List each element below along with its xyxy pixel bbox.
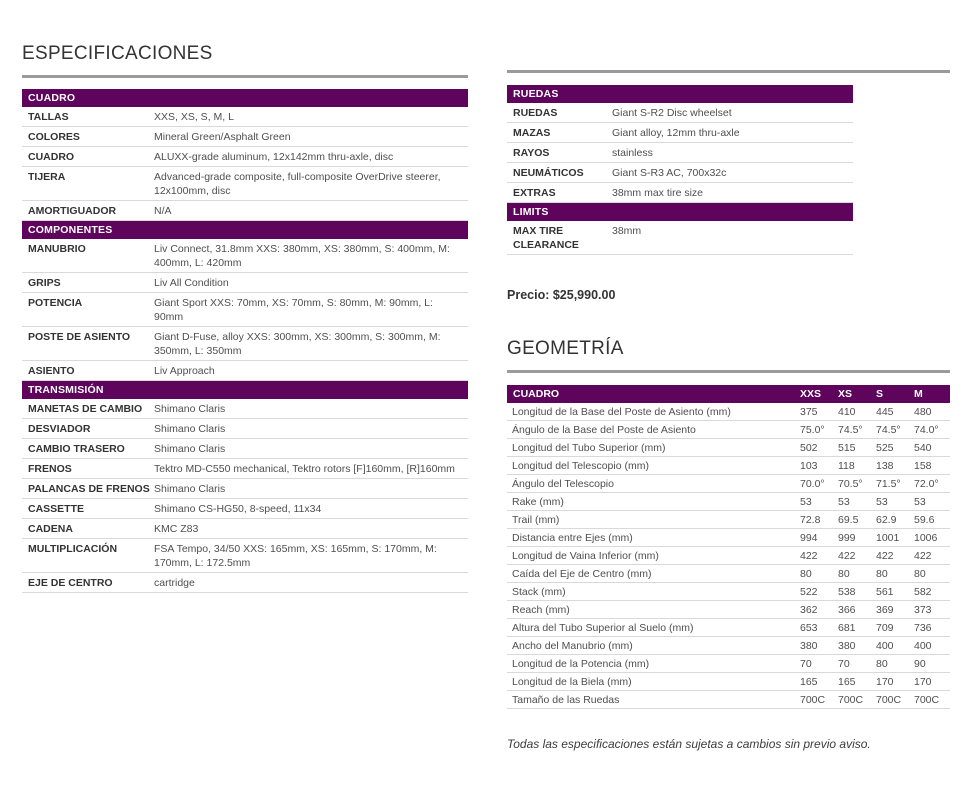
- spec-label: POTENCIA: [28, 297, 83, 309]
- geometry-table: [507, 385, 950, 709]
- geometry-value: 380: [800, 639, 818, 652]
- geometry-value: 170: [876, 675, 894, 688]
- spec-label: EXTRAS: [513, 187, 556, 199]
- specifications-title: ESPECIFICACIONES: [22, 43, 213, 64]
- spec-label: DESVIADOR: [28, 423, 91, 435]
- geometry-value: 90: [914, 657, 926, 670]
- geometry-value: 80: [838, 567, 850, 580]
- spec-value: Mineral Green/Asphalt Green: [154, 131, 291, 143]
- spec-label: RAYOS: [513, 147, 550, 159]
- price-text: Precio: $25,990.00: [507, 288, 616, 302]
- geometry-value: 700C: [876, 693, 902, 706]
- spec-row: [22, 127, 468, 147]
- geometry-value: 103: [800, 459, 818, 472]
- spec-value: Advanced-grade composite, full-composite OverDrive steerer, 12x100mm, disc: [154, 171, 441, 197]
- spec-row: [22, 419, 468, 439]
- geometry-value: 525: [876, 441, 894, 454]
- spec-value: Shimano Claris: [154, 423, 226, 435]
- geometry-value: 138: [876, 459, 894, 472]
- spec-value: ALUXX-grade aluminum, 12x142mm thru-axle, disc: [154, 151, 394, 163]
- geometry-row: [507, 421, 950, 439]
- spec-value: Shimano CS-HG50, 8-speed, 11x34: [154, 503, 322, 515]
- geometry-row: [507, 439, 950, 457]
- spec-value: stainless: [612, 147, 653, 159]
- geometry-row: [507, 619, 950, 637]
- geometry-value: 75.0°: [800, 423, 825, 436]
- geometry-row: [507, 637, 950, 655]
- spec-row: [22, 147, 468, 167]
- geometry-value: 561: [876, 585, 894, 598]
- footnote-text: Todas las especificaciones están sujetas a cambios sin previo aviso.: [507, 737, 871, 751]
- geometry-value: 515: [838, 441, 856, 454]
- geometry-value: 369: [876, 603, 894, 616]
- geometry-size-column-header: M: [914, 388, 923, 400]
- spec-label: NEUMÁTICOS: [513, 167, 584, 179]
- geometry-row-label: Ancho del Manubrio (mm): [512, 639, 633, 652]
- specifications-title-rule: [22, 75, 468, 78]
- spec-row: [507, 163, 853, 183]
- geometry-value: 422: [876, 549, 894, 562]
- spec-label: CASSETTE: [28, 503, 85, 515]
- geometry-row-label: Longitud de la Potencia (mm): [512, 657, 650, 670]
- geometry-value: 582: [914, 585, 932, 598]
- geometry-value: 118: [838, 459, 855, 472]
- spec-label: CAMBIO TRASERO: [28, 443, 125, 455]
- geometry-value: 400: [876, 639, 894, 652]
- spec-row: [507, 183, 853, 203]
- geometry-row: [507, 475, 950, 493]
- spec-label: ASIENTO: [28, 365, 75, 377]
- geometry-value: 1001: [876, 531, 900, 544]
- geometry-row-label: Reach (mm): [512, 603, 570, 616]
- geometry-value: 165: [838, 675, 856, 688]
- geometry-row: [507, 403, 950, 421]
- spec-row: [22, 459, 468, 479]
- geometry-value: 70: [838, 657, 850, 670]
- geometry-value: 80: [914, 567, 926, 580]
- spec-row: [22, 107, 468, 127]
- geometry-row-label: Longitud del Telescopio (mm): [512, 459, 649, 472]
- wheels-table: [507, 85, 853, 255]
- geometry-value: 80: [800, 567, 812, 580]
- spec-row: [22, 399, 468, 419]
- geometry-row: [507, 601, 950, 619]
- geometry-value: 700C: [914, 693, 940, 706]
- spec-value: KMC Z83: [154, 523, 199, 535]
- geometry-value: 422: [914, 549, 932, 562]
- spec-label: AMORTIGUADOR: [28, 205, 117, 217]
- spec-value: N/A: [154, 205, 172, 217]
- geometry-row-label: Ángulo del Telescopio: [512, 477, 614, 490]
- geometry-value: 709: [876, 621, 894, 634]
- geometry-value: 681: [838, 621, 856, 634]
- geometry-value: 700C: [838, 693, 864, 706]
- spec-value: Liv Approach: [154, 365, 215, 377]
- geometry-value: 736: [914, 621, 932, 634]
- geometry-row-label: Trail (mm): [512, 513, 560, 526]
- spec-value: Giant S-R2 Disc wheelset: [612, 107, 732, 119]
- geometry-value: 653: [800, 621, 818, 634]
- geometry-row: [507, 565, 950, 583]
- geometry-row-label: Tamaño de las Ruedas: [512, 693, 620, 706]
- spec-value: Giant Sport XXS: 70mm, XS: 70mm, S: 80mm, M: 90mm, L: 90mm: [154, 297, 433, 323]
- specifications-table: [22, 89, 468, 593]
- geometry-row-label: Altura del Tubo Superior al Suelo (mm): [512, 621, 694, 634]
- spec-row: [22, 239, 468, 273]
- geometry-value: 72.8: [800, 513, 821, 526]
- geometry-row-label: Ángulo de la Base del Poste de Asiento: [512, 423, 696, 436]
- spec-value: XXS, XS, S, M, L: [154, 111, 234, 123]
- geometry-size-column-header: XS: [838, 388, 853, 400]
- geometry-value: 362: [800, 603, 818, 616]
- spec-label: GRIPS: [28, 277, 61, 289]
- geometry-row: [507, 493, 950, 511]
- spec-value: FSA Tempo, 34/50 XXS: 165mm, XS: 165mm, S: 170mm, M: 170mm, L: 172.5mm: [154, 543, 437, 569]
- geometry-value: 70.0°: [800, 477, 825, 490]
- geometry-value: 522: [800, 585, 818, 598]
- spec-value: Giant S-R3 AC, 700x32c: [612, 167, 727, 179]
- spec-row: [507, 123, 853, 143]
- spec-label: MULTIPLICACIÓN: [28, 543, 118, 555]
- spec-value: 38mm: [612, 225, 642, 237]
- geometry-value: 70.5°: [838, 477, 863, 490]
- geometry-value: 373: [914, 603, 932, 616]
- spec-label: RUEDAS: [513, 107, 558, 119]
- spec-row: [22, 519, 468, 539]
- spec-label: TALLAS: [28, 111, 69, 123]
- spec-row: [22, 361, 468, 381]
- geometry-row-label: Longitud de la Base del Poste de Asiento (mm): [512, 405, 731, 418]
- geometry-row-label: Longitud de la Biela (mm): [512, 675, 632, 688]
- geometry-value: 53: [914, 495, 926, 508]
- geometry-row: [507, 511, 950, 529]
- geometry-value: 540: [914, 441, 932, 454]
- geometry-value: 69.5: [838, 513, 859, 526]
- spec-label: MAZAS: [513, 127, 551, 139]
- spec-row: [507, 221, 853, 255]
- spec-row: [22, 573, 468, 593]
- spec-label: PALANCAS DE FRENOS: [28, 483, 150, 495]
- geometry-value: 380: [838, 639, 856, 652]
- geometry-row-label: Rake (mm): [512, 495, 564, 508]
- spec-row: [22, 439, 468, 459]
- geometry-value: 994: [800, 531, 818, 544]
- section-header: TRANSMISIÓN: [22, 381, 468, 399]
- geometry-value: 538: [838, 585, 856, 598]
- geometry-value: 366: [838, 603, 856, 616]
- geometry-value: 59.6: [914, 513, 935, 526]
- spec-value: Giant alloy, 12mm thru-axle: [612, 127, 740, 139]
- geometry-row: [507, 547, 950, 565]
- geometry-value: 422: [800, 549, 818, 562]
- geometry-value: 422: [838, 549, 856, 562]
- geometry-value: 53: [876, 495, 888, 508]
- geometry-value: 72.0°: [914, 477, 939, 490]
- geometry-row: [507, 583, 950, 601]
- section-header: RUEDAS: [507, 85, 853, 103]
- geometry-row: [507, 673, 950, 691]
- geometry-value: 1006: [914, 531, 938, 544]
- spec-value: Tektro MD-C550 mechanical, Tektro rotors [F]160mm, [R]160mm: [154, 463, 455, 475]
- spec-row: [507, 143, 853, 163]
- spec-label: COLORES: [28, 131, 80, 143]
- geometry-value: 445: [876, 405, 894, 418]
- geometry-value: 71.5°: [876, 477, 901, 490]
- spec-value: Shimano Claris: [154, 483, 226, 495]
- spec-row: [22, 273, 468, 293]
- geometry-row: [507, 457, 950, 475]
- spec-value: Shimano Claris: [154, 403, 226, 415]
- spec-label: TIJERA: [28, 171, 66, 183]
- geometry-size-column-header: S: [876, 388, 884, 400]
- spec-label: FRENOS: [28, 463, 72, 475]
- geometry-value: 158: [914, 459, 932, 472]
- spec-row: [22, 167, 468, 201]
- geometry-header-row: [507, 385, 950, 403]
- geometry-value: 170: [914, 675, 932, 688]
- spec-value: Giant D-Fuse, alloy XXS: 300mm, XS: 300mm, S: 300mm, M: 350mm, L: 350mm: [154, 331, 441, 357]
- geometry-row-label: Longitud de Vaina Inferior (mm): [512, 549, 659, 562]
- geometry-value: 375: [800, 405, 818, 418]
- geometry-value: 70: [800, 657, 812, 670]
- geometry-value: 80: [876, 657, 888, 670]
- right-column: [507, 70, 950, 751]
- spec-label: MANETAS DE CAMBIO: [28, 403, 143, 415]
- geometry-value: 53: [800, 495, 812, 508]
- spec-label: EJE DE CENTRO: [28, 577, 113, 589]
- geometry-value: 400: [914, 639, 932, 652]
- geometry-value: 74.5°: [838, 423, 863, 436]
- geometry-value: 74.5°: [876, 423, 901, 436]
- geometry-value: 999: [838, 531, 856, 544]
- geometry-value: 74.0°: [914, 423, 939, 436]
- spec-value: Liv All Condition: [154, 277, 229, 289]
- spec-row: [22, 539, 468, 573]
- section-header: LIMITS: [507, 203, 853, 221]
- geometry-row-label: Caída del Eje de Centro (mm): [512, 567, 652, 580]
- spec-label: MAX TIRE CLEARANCE: [513, 225, 579, 251]
- geometry-value: 480: [914, 405, 932, 418]
- geometry-size-column-header: XXS: [800, 388, 822, 400]
- geometry-row-label: Stack (mm): [512, 585, 566, 598]
- geometry-value: 700C: [800, 693, 826, 706]
- right-column-top-rule: [507, 70, 950, 73]
- geometry-title-rule: [507, 370, 950, 373]
- geometry-value: 53: [838, 495, 850, 508]
- section-header: CUADRO: [22, 89, 468, 107]
- geometry-title: GEOMETRÍA: [507, 338, 624, 359]
- spec-label: CUADRO: [28, 151, 75, 163]
- geometry-value: 410: [838, 405, 856, 418]
- spec-row: [22, 327, 468, 361]
- spec-value: Shimano Claris: [154, 443, 226, 455]
- spec-value: Liv Connect, 31.8mm XXS: 380mm, XS: 380mm, S: 400mm, M: 400mm, L: 420mm: [154, 243, 450, 269]
- geometry-row: [507, 655, 950, 673]
- spec-row: [507, 103, 853, 123]
- geometry-value: 80: [876, 567, 888, 580]
- geometry-heading-wrap: [507, 337, 950, 373]
- specifications-column: [22, 42, 468, 593]
- geometry-value: 165: [800, 675, 818, 688]
- spec-label: CADENA: [28, 523, 73, 535]
- geometry-row-label: Distancia entre Ejes (mm): [512, 531, 633, 544]
- geometry-row: [507, 691, 950, 709]
- spec-row: [22, 293, 468, 327]
- spec-label: MANUBRIO: [28, 243, 86, 255]
- geometry-row: [507, 529, 950, 547]
- geometry-header-label: CUADRO: [513, 388, 560, 400]
- spec-row: [22, 201, 468, 221]
- spec-row: [22, 499, 468, 519]
- spec-row: [22, 479, 468, 499]
- spec-value: cartridge: [154, 577, 195, 589]
- spec-label: POSTE DE ASIENTO: [28, 331, 131, 343]
- spec-value: 38mm max tire size: [612, 187, 704, 199]
- geometry-value: 502: [800, 441, 818, 454]
- section-header: COMPONENTES: [22, 221, 468, 239]
- geometry-value: 62.9: [876, 513, 897, 526]
- geometry-row-label: Longitud del Tubo Superior (mm): [512, 441, 666, 454]
